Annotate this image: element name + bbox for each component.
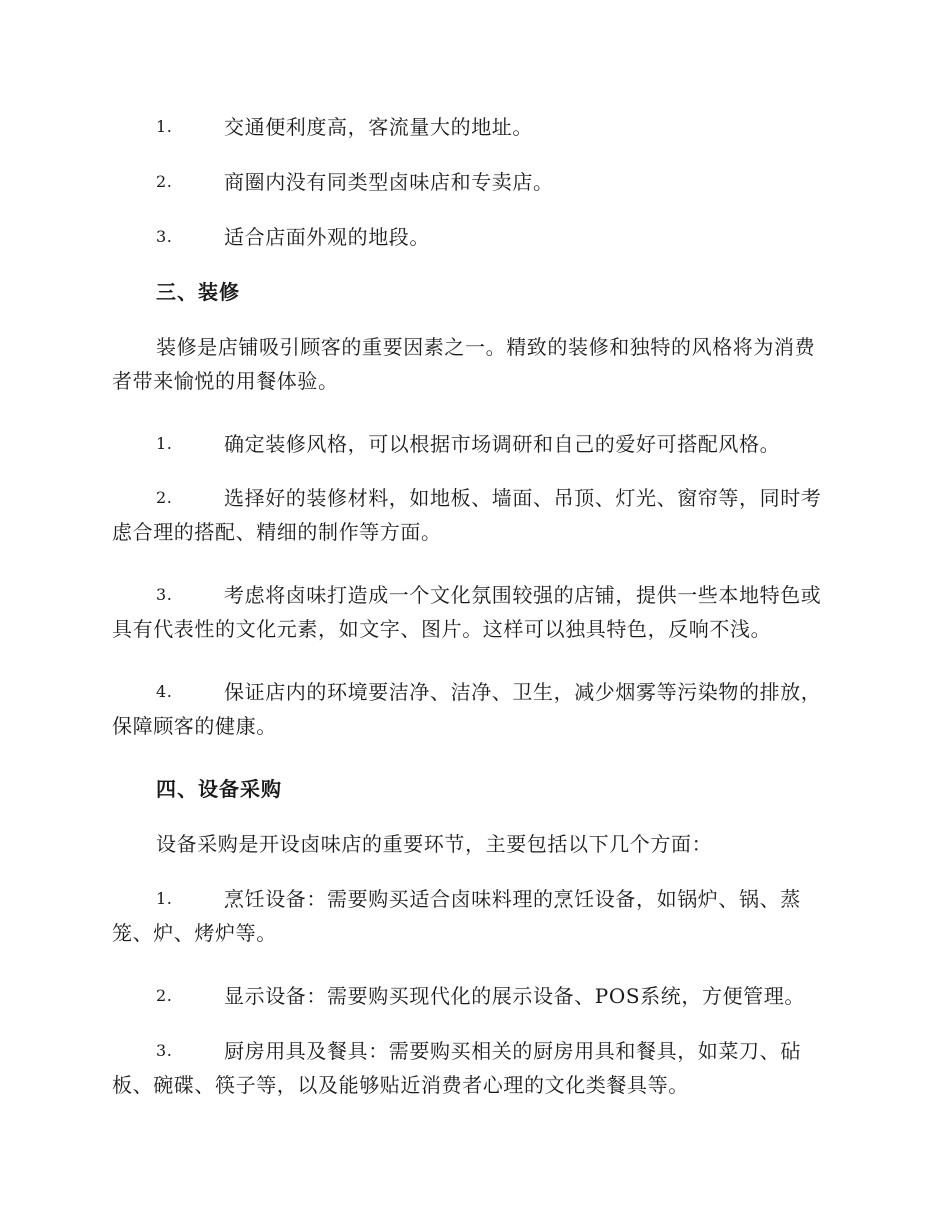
list-item-text: 适合店面外观的地段。 [224,225,430,249]
list-item-text: 厨房用具及餐具：需要购买相关的厨房用具和餐具，如菜刀、砧板、碗碟、筷子等，以及能够贴近消费者心理的文化类餐具等。 [112,1039,801,1097]
paragraph [112,827,834,861]
list-number: 1. [156,434,173,453]
list-number: 1. [156,889,173,908]
list-item [112,220,834,254]
list-item [112,882,834,950]
list-item [112,675,834,743]
list-item-text: 保证店内的环境要洁净、洁净、卫生，减少烟雾等污染物的排放，保障顾客的健康。 [112,680,822,738]
list-item-text: 考虑将卤味打造成一个文化氛围较强的店铺，提供一些本地特色或具有代表性的文化元素，如文字、图片。这样可以独具特色，反响不浅。 [112,583,822,641]
list-number: 3. [156,585,173,604]
paragraph-text: 设备采购是开设卤味店的重要环节，主要包括以下几个方面： [156,832,713,856]
paragraph-text: 装修是店铺吸引顾客的重要因素之一。精致的装修和独特的风格将为消费者带来愉悦的用餐体验。 [112,335,816,393]
list-item-text: 选择好的装修材料，如地板、墙面、吊顶、灯光、窗帘等，同时考虑合理的搭配、精细的制作等方面。 [112,486,822,544]
list-item [112,979,834,1013]
section-heading: 四、设备采购 [156,777,282,801]
list-number: 2. [156,488,173,507]
list-item-text: 确定装修风格，可以根据市场调研和自己的爱好可搭配风格。 [224,432,781,456]
list-number: 3. [156,1041,173,1060]
list-item [112,578,834,646]
section-heading: 三、装修 [156,280,240,304]
list-item-text: 交通便利度高，客流量大的地址。 [224,115,533,139]
list-item-text: 显示设备：需要购买现代化的展示设备、POS系统，方便管理。 [224,984,805,1008]
list-item [112,481,834,549]
list-number: 4. [156,682,173,701]
list-number: 3. [156,227,173,246]
list-number: 2. [156,986,173,1005]
list-item-text: 烹饪设备：需要购买适合卤味料理的烹饪设备，如锅炉、锅、蒸笼、炉、烤炉等。 [112,887,801,945]
list-item [112,110,834,144]
list-number: 2. [156,172,173,191]
list-item-text: 商圈内没有同类型卤味店和专卖店。 [224,170,554,194]
paragraph [112,330,834,398]
list-item [112,165,834,199]
list-item [112,1034,834,1102]
list-number: 1. [156,117,173,136]
list-item [112,427,834,461]
